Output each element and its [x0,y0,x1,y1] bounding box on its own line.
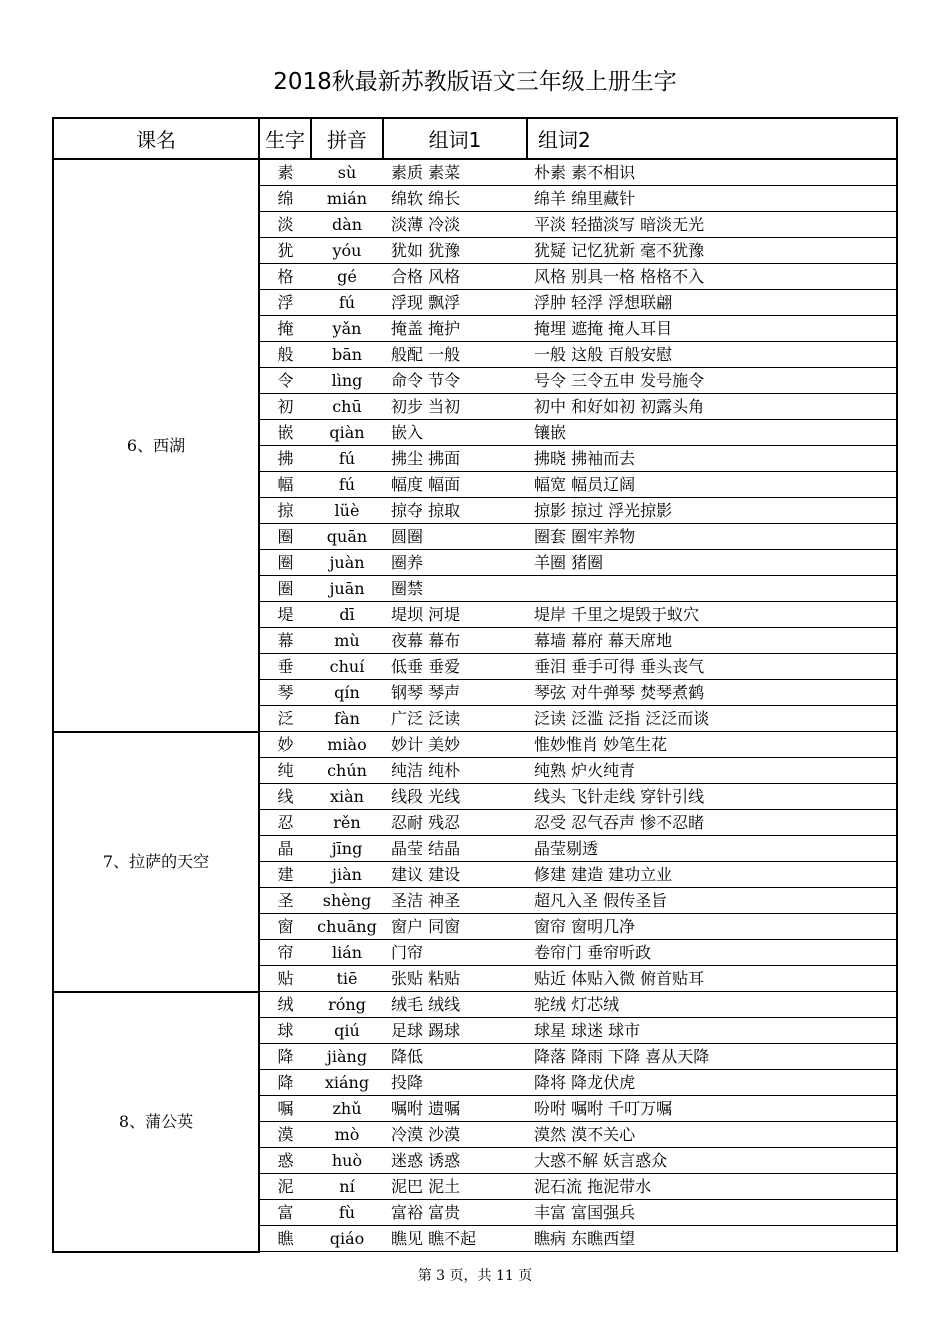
words2-cell: 初中 和好如初 初露头角 [527,394,897,420]
words2-cell: 窗帘 窗明几净 [527,914,897,940]
pinyin-cell: quān [311,524,383,550]
char-cell: 瞧 [259,1226,311,1252]
pinyin-cell: fàn [311,706,383,732]
lesson-name: 7、拉萨的天空 [53,732,259,992]
words1-cell: 晶莹 结晶 [383,836,527,862]
words2-cell: 泛读 泛滥 泛指 泛泛而谈 [527,706,897,732]
char-cell: 球 [259,1018,311,1044]
header-pinyin: 拼音 [311,118,383,159]
pinyin-cell: xiàn [311,784,383,810]
words2-cell: 垂泪 垂手可得 垂头丧气 [527,654,897,680]
char-cell: 拂 [259,446,311,472]
char-cell: 嵌 [259,420,311,446]
words2-cell: 忍受 忍气吞声 惨不忍睹 [527,810,897,836]
pinyin-cell: ní [311,1174,383,1200]
pinyin-cell: xiáng [311,1070,383,1096]
words1-cell: 嵌入 [383,420,527,446]
pinyin-cell: zhǔ [311,1096,383,1122]
words1-cell: 低垂 垂爱 [383,654,527,680]
char-cell: 掩 [259,316,311,342]
words2-cell: 号令 三令五申 发号施令 [527,368,897,394]
words1-cell: 富裕 富贵 [383,1200,527,1226]
words2-cell: 球星 球迷 球市 [527,1018,897,1044]
words1-cell: 初步 当初 [383,394,527,420]
char-cell: 犹 [259,238,311,264]
header-row [53,118,897,159]
char-cell: 掠 [259,498,311,524]
char-cell: 建 [259,862,311,888]
words2-cell: 掠影 掠过 浮光掠影 [527,498,897,524]
lesson-name: 8、蒲公英 [53,992,259,1252]
words1-cell: 堤坝 河堤 [383,602,527,628]
pinyin-cell: qín [311,680,383,706]
words2-cell: 降落 降雨 下降 喜从天降 [527,1044,897,1070]
words2-cell: 漠然 漠不关心 [527,1122,897,1148]
char-cell: 降 [259,1070,311,1096]
words1-cell: 冷漠 沙漠 [383,1122,527,1148]
pinyin-cell: shèng [311,888,383,914]
words2-cell: 纯熟 炉火纯青 [527,758,897,784]
pinyin-cell: fú [311,472,383,498]
char-cell: 琴 [259,680,311,706]
pinyin-cell: dī [311,602,383,628]
char-cell: 泛 [259,706,311,732]
pinyin-cell: rěn [311,810,383,836]
char-cell: 惑 [259,1148,311,1174]
words2-cell: 浮肿 轻浮 浮想联翩 [527,290,897,316]
pinyin-cell: tiē [311,966,383,992]
words2-cell: 晶莹剔透 [527,836,897,862]
words1-cell: 夜幕 幕布 [383,628,527,654]
words1-cell: 迷惑 诱惑 [383,1148,527,1174]
char-cell: 幅 [259,472,311,498]
words1-cell: 圈养 [383,550,527,576]
words1-cell: 淡薄 冷淡 [383,212,527,238]
words1-cell: 妙计 美妙 [383,732,527,758]
words2-cell: 平淡 轻描淡写 暗淡无光 [527,212,897,238]
pinyin-cell: jīng [311,836,383,862]
char-cell: 圈 [259,524,311,550]
words2-cell: 降将 降龙伏虎 [527,1070,897,1096]
pinyin-cell: dàn [311,212,383,238]
pinyin-cell: sù [311,159,383,186]
words1-cell: 泥巴 泥土 [383,1174,527,1200]
pinyin-cell: qiàn [311,420,383,446]
char-cell: 富 [259,1200,311,1226]
pinyin-cell: chún [311,758,383,784]
words2-cell [527,576,897,602]
pinyin-cell: fú [311,290,383,316]
char-cell: 令 [259,368,311,394]
char-cell: 忍 [259,810,311,836]
words1-cell: 瞧见 瞧不起 [383,1226,527,1252]
char-cell: 圈 [259,550,311,576]
char-cell: 绒 [259,992,311,1018]
char-cell: 窗 [259,914,311,940]
char-cell: 格 [259,264,311,290]
header-words2: 组词2 [527,118,897,159]
words2-cell: 风格 别具一格 格格不入 [527,264,897,290]
pinyin-cell: chuāng [311,914,383,940]
char-cell: 线 [259,784,311,810]
pinyin-cell: huò [311,1148,383,1174]
pinyin-cell: yóu [311,238,383,264]
words1-cell: 窗户 同窗 [383,914,527,940]
words2-cell: 绵羊 绵里藏针 [527,186,897,212]
words1-cell: 钢琴 琴声 [383,680,527,706]
words1-cell: 张贴 粘贴 [383,966,527,992]
words2-cell: 线头 飞针走线 穿针引线 [527,784,897,810]
words1-cell: 建议 建设 [383,862,527,888]
page-title: 2018秋最新苏教版语文三年级上册生字 [273,69,677,95]
words1-cell: 幅度 幅面 [383,472,527,498]
words1-cell: 圈禁 [383,576,527,602]
char-cell: 绵 [259,186,311,212]
char-cell: 圣 [259,888,311,914]
table-body [53,159,897,1252]
char-cell: 贴 [259,966,311,992]
char-cell: 幕 [259,628,311,654]
words2-cell: 吩咐 嘱咐 千叮万嘱 [527,1096,897,1122]
pinyin-cell: jiàng [311,1044,383,1070]
pinyin-cell: juàn [311,550,383,576]
words2-cell: 瞧病 东瞧西望 [527,1226,897,1252]
pinyin-cell: fù [311,1200,383,1226]
vocab-table [52,117,898,1253]
words1-cell: 线段 光线 [383,784,527,810]
pinyin-cell: juān [311,576,383,602]
char-cell: 初 [259,394,311,420]
words1-cell: 门帘 [383,940,527,966]
words2-cell: 圈套 圈牢养物 [527,524,897,550]
words1-cell: 圣洁 神圣 [383,888,527,914]
char-cell: 淡 [259,212,311,238]
words2-cell: 拂晓 拂袖而去 [527,446,897,472]
words1-cell: 绒毛 绒线 [383,992,527,1018]
words2-cell: 幕墙 幕府 幕天席地 [527,628,897,654]
lesson-name: 6、西湖 [53,159,259,732]
pinyin-cell: lüè [311,498,383,524]
pinyin-cell: lìng [311,368,383,394]
char-cell: 纯 [259,758,311,784]
words2-cell: 犹疑 记忆犹新 毫不犹豫 [527,238,897,264]
words2-cell: 朴素 素不相识 [527,159,897,186]
char-cell: 浮 [259,290,311,316]
pinyin-cell: lián [311,940,383,966]
words1-cell: 嘱咐 遗嘱 [383,1096,527,1122]
words2-cell: 超凡入圣 假传圣旨 [527,888,897,914]
words1-cell: 犹如 犹豫 [383,238,527,264]
pinyin-cell: gé [311,264,383,290]
char-cell: 降 [259,1044,311,1070]
pinyin-cell: jiàn [311,862,383,888]
char-cell: 帘 [259,940,311,966]
words2-cell: 卷帘门 垂帘听政 [527,940,897,966]
header-words1: 组词1 [383,118,527,159]
words1-cell: 浮现 飘浮 [383,290,527,316]
words1-cell: 投降 [383,1070,527,1096]
words2-cell: 大惑不解 妖言惑众 [527,1148,897,1174]
words2-cell: 贴近 体贴入微 俯首贴耳 [527,966,897,992]
char-cell: 晶 [259,836,311,862]
words1-cell: 般配 一般 [383,342,527,368]
words1-cell: 纯洁 纯朴 [383,758,527,784]
table-row [53,992,897,1018]
words1-cell: 降低 [383,1044,527,1070]
char-cell: 泥 [259,1174,311,1200]
words1-cell: 绵软 绵长 [383,186,527,212]
pinyin-cell: chū [311,394,383,420]
words1-cell: 掩盖 掩护 [383,316,527,342]
header-lesson: 课名 [53,118,259,159]
table-row [53,159,897,186]
words1-cell: 合格 风格 [383,264,527,290]
pinyin-cell: bān [311,342,383,368]
words2-cell: 镶嵌 [527,420,897,446]
words2-cell: 驼绒 灯芯绒 [527,992,897,1018]
words2-cell: 修建 建造 建功立业 [527,862,897,888]
pinyin-cell: mù [311,628,383,654]
words1-cell: 命令 节令 [383,368,527,394]
header-char: 生字 [259,118,311,159]
pinyin-cell: chuí [311,654,383,680]
char-cell: 漠 [259,1122,311,1148]
pinyin-cell: fú [311,446,383,472]
words1-cell: 拂尘 拂面 [383,446,527,472]
words1-cell: 广泛 泛读 [383,706,527,732]
words2-cell: 琴弦 对牛弹琴 焚琴煮鹤 [527,680,897,706]
char-cell: 垂 [259,654,311,680]
char-cell: 般 [259,342,311,368]
words2-cell: 羊圈 猪圈 [527,550,897,576]
char-cell: 嘱 [259,1096,311,1122]
words2-cell: 惟妙惟肖 妙笔生花 [527,732,897,758]
words2-cell: 一般 这般 百般安慰 [527,342,897,368]
pinyin-cell: yǎn [311,316,383,342]
char-cell: 堤 [259,602,311,628]
char-cell: 妙 [259,732,311,758]
words1-cell: 圆圈 [383,524,527,550]
char-cell: 圈 [259,576,311,602]
pinyin-cell: qiú [311,1018,383,1044]
words2-cell: 幅宽 幅员辽阔 [527,472,897,498]
table-row [53,732,897,758]
words1-cell: 掠夺 掠取 [383,498,527,524]
pinyin-cell: miào [311,732,383,758]
words2-cell: 堤岸 千里之堤毁于蚁穴 [527,602,897,628]
pinyin-cell: mián [311,186,383,212]
words1-cell: 足球 踢球 [383,1018,527,1044]
page-footer: 第 3 页，共 11 页 [417,1268,533,1284]
words2-cell: 泥石流 拖泥带水 [527,1174,897,1200]
char-cell: 素 [259,159,311,186]
words1-cell: 素质 素菜 [383,159,527,186]
words2-cell: 掩埋 遮掩 掩人耳目 [527,316,897,342]
words1-cell: 忍耐 残忍 [383,810,527,836]
pinyin-cell: qiáo [311,1226,383,1252]
pinyin-cell: róng [311,992,383,1018]
words2-cell: 丰富 富国强兵 [527,1200,897,1226]
pinyin-cell: mò [311,1122,383,1148]
